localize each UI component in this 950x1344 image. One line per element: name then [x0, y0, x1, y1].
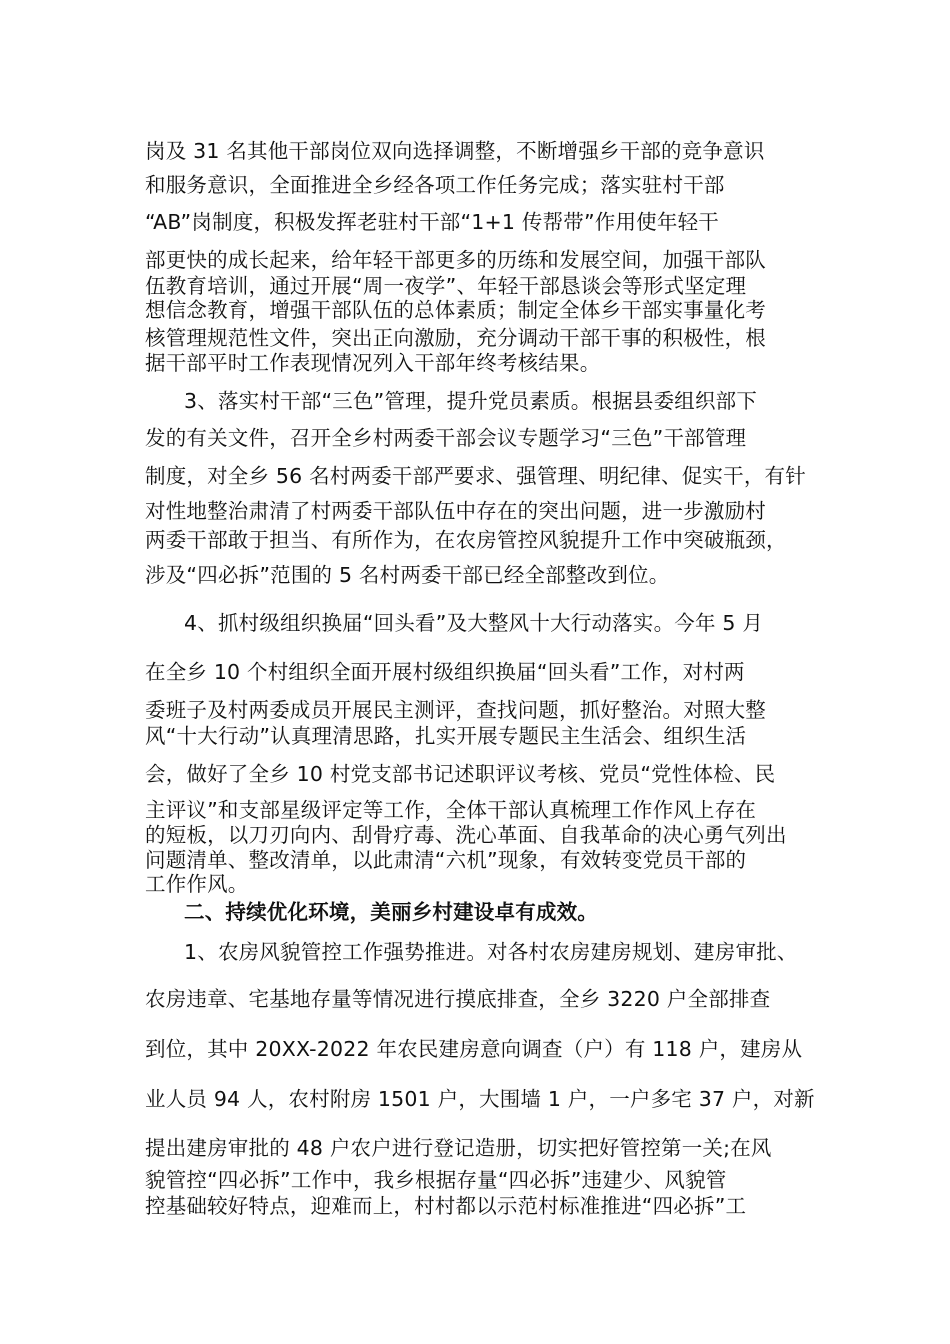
text-line: 委班子及村两委成员开展民主测评，查找问题，抓好整治。对照大整	[145, 698, 766, 722]
text-line: 控基础较好特点，迎难而上，村村都以示范村标准推进“四必拆”工	[145, 1194, 747, 1218]
text-line: 主评议”和支部星级评定等工作，全体干部认真梳理工作作风上存在	[145, 798, 757, 822]
text-line: 部更快的成长起来，给年轻干部更多的历练和发展空间，加强干部队	[145, 248, 766, 272]
text-line: “AB”岗制度，积极发挥老驻村干部“1+1 传帮带”作用使年轻干	[145, 210, 719, 234]
paragraph-heading-4: 4、抓村级组织换届“回头看”及大整风十大行动落实。今年 5 月	[184, 611, 764, 635]
text-line: 业人员 94 人，农村附房 1501 户，大围墙 1 户，一户多宅 37 户，对新	[145, 1087, 815, 1111]
section-heading: 二、持续优化环境，美丽乡村建设卓有成效。	[184, 900, 598, 924]
text-line: 提出建房审批的 48 户农户进行登记造册，切实把好管控第一关;在风	[145, 1136, 772, 1160]
text-line: 工作作风。	[145, 872, 249, 896]
text-line: 两委干部敢于担当、有所作为，在农房管控风貌提升工作中突破瓶颈，	[145, 528, 787, 552]
text-line: 貌管控“四必拆”工作中，我乡根据存量“四必拆”违建少、风貌管	[145, 1168, 727, 1192]
text-line: 会，做好了全乡 10 村党支部书记述职评议考核、党员“党性体检、民	[145, 762, 776, 786]
text-line: 涉及“四必拆”范围的 5 名村两委干部已经全部整改到位。	[145, 563, 670, 587]
text-line: 风“十大行动”认真理清思路，扎实开展专题民主生活会、组织生活	[145, 724, 747, 748]
text-line: 到位，其中 20XX-2022 年农民建房意向调查（户）有 118 户，建房从	[145, 1037, 803, 1061]
text-line: 想信念教育，增强干部队伍的总体素质；制定全体乡干部实事量化考	[145, 298, 766, 322]
text-line: 在全乡 10 个村组织全面开展村级组织换届“回头看”工作，对村两	[145, 660, 745, 684]
text-line: 和服务意识，全面推进全乡经各项工作任务完成；落实驻村干部	[145, 173, 725, 197]
text-line: 据干部平时工作表现情况列入干部年终考核结果。	[145, 351, 601, 375]
text-line: 的短板，以刀刃向内、刮骨疗毒、洗心革面、自我革命的决心勇气列出	[145, 823, 787, 847]
text-line: 核管理规范性文件，突出正向激励，充分调动干部干事的积极性，根	[145, 326, 766, 350]
paragraph-heading-3: 3、落实村干部“三色”管理，提升党员素质。根据县委组织部下	[184, 389, 758, 413]
text-line: 岗及 31 名其他干部岗位双向选择调整，不断增强乡干部的竞争意识	[145, 139, 765, 163]
text-line: 对性地整治肃清了村两委干部队伍中存在的突出问题，进一步激励村	[145, 499, 766, 523]
text-line: 问题清单、整改清单，以此肃清“六机”现象，有效转变党员干部的	[145, 848, 747, 872]
paragraph-heading-1: 1、农房风貌管控工作强势推进。对各村农房建房规划、建房审批、	[184, 940, 798, 964]
text-line: 伍教育培训，通过开展“周一夜学”、年轻干部恳谈会等形式坚定理	[145, 274, 747, 298]
text-line: 农房违章、宅基地存量等情况进行摸底排查，全乡 3220 户全部排查	[145, 987, 771, 1011]
text-line: 制度，对全乡 56 名村两委干部严要求、强管理、明纪律、促实干，有针	[145, 464, 806, 488]
text-line: 发的有关文件，召开全乡村两委干部会议专题学习“三色”干部管理	[145, 426, 747, 450]
